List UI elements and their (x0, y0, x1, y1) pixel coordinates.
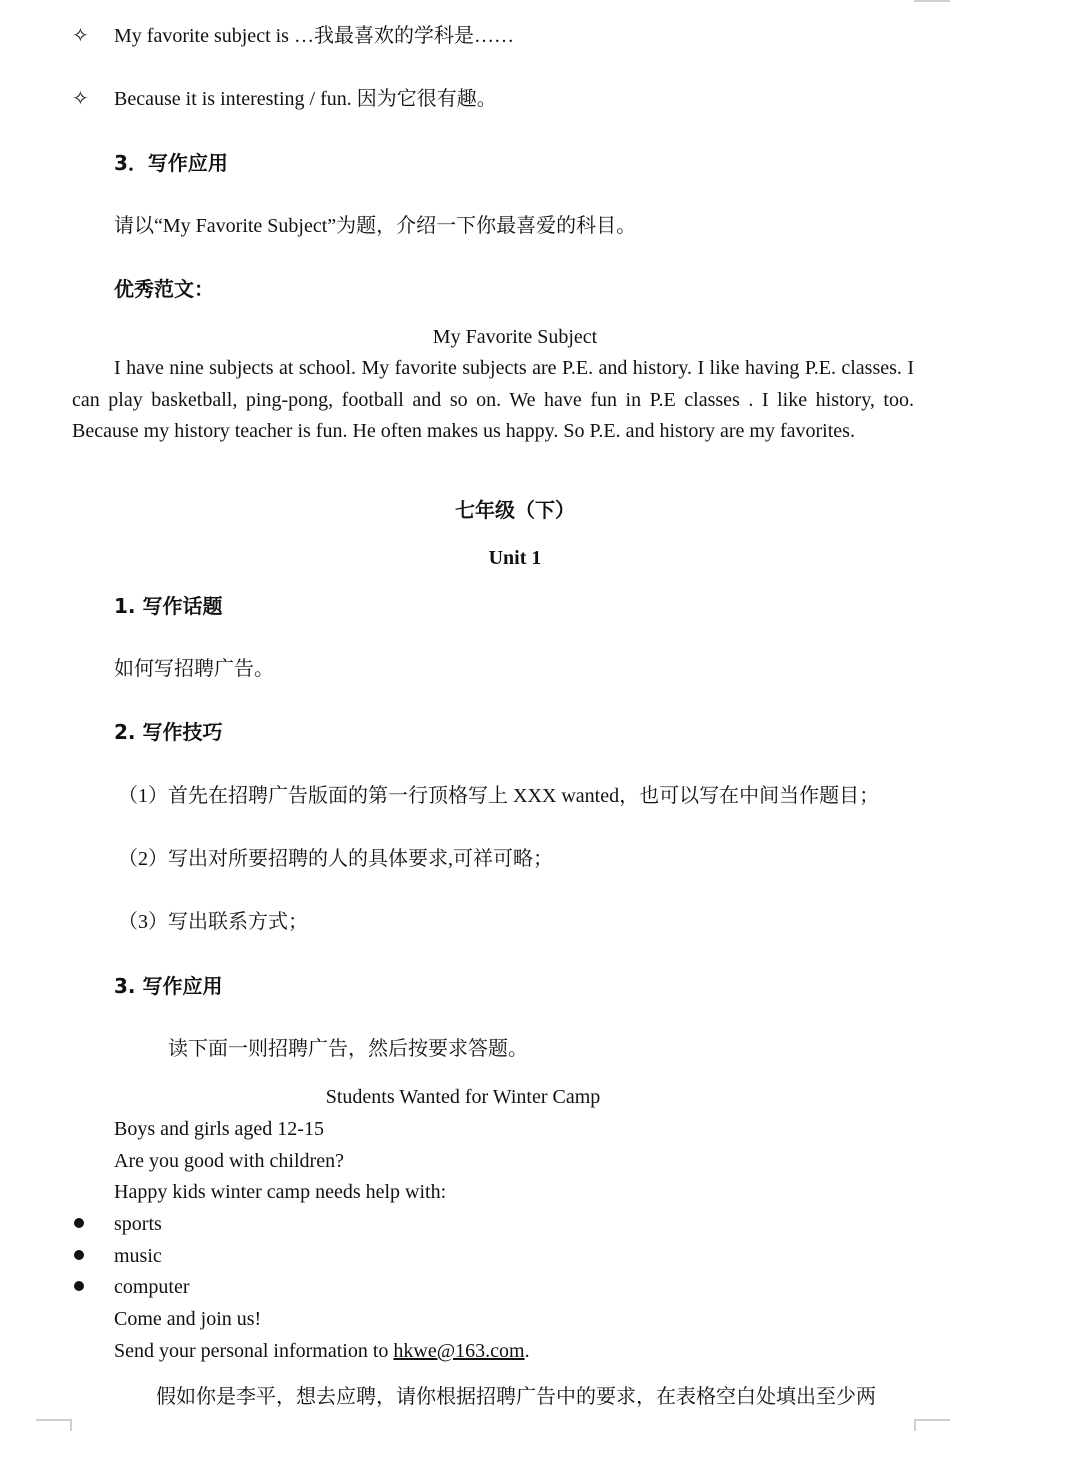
ad-send-prefix: Send your personal information to (114, 1340, 394, 1362)
essay-body-text: I have nine subjects at school. My favorite subjects are P.E. and history. I like having P.E. classes. I can play basketball, ping-pong, football and so on. We have fun in P.E classes . I like history, too. Because my history teacher is fun. He often makes us happy. So P.E. and history are my favorites. (72, 357, 914, 442)
section-title-application: 3. 写作应用 (114, 974, 223, 998)
essay-body (72, 353, 914, 448)
sparkle-bullet-icon: ✧ (72, 88, 89, 110)
section-title-topic: 1. 写作话题 (114, 594, 223, 618)
section-title-skills: 2. 写作技巧 (114, 720, 223, 744)
corner-mark-top-right (914, 0, 950, 2)
ad-send-suffix: . (524, 1340, 530, 1362)
section-title-writing-application: 3．写作应用 (114, 151, 228, 175)
final-instruction: 假如你是李平，想去应聘，请你根据招聘广告中的要求，在表格空白处填出至少两 (156, 1386, 876, 1408)
bullet-dot-icon (74, 1218, 84, 1228)
topic-text: 如何写招聘广告。 (114, 658, 274, 680)
ad-bullet-item: music (114, 1245, 162, 1267)
phrase-because-interesting: Because it is interesting / fun. 因为它很有趣。 (114, 88, 497, 110)
grade-heading: 七年级（下） (455, 498, 575, 522)
phrase-favorite-subject: My favorite subject is …我最喜欢的学科是…… (114, 25, 514, 47)
sparkle-bullet-icon: ✧ (72, 25, 89, 47)
skill-item: （2）写出对所要招聘的人的具体要求,可祥可略； (118, 848, 553, 870)
bullet-dot-icon (74, 1250, 84, 1260)
ad-closing: Come and join us! (114, 1308, 262, 1330)
ad-bullet-item: sports (114, 1213, 162, 1235)
ad-line: Are you good with children? (114, 1150, 344, 1172)
corner-mark-bottom-right-v (914, 1421, 916, 1431)
bullet-dot-icon (74, 1281, 84, 1291)
corner-mark-bottom-left-v (70, 1421, 72, 1431)
corner-mark-bottom-right-h (914, 1419, 950, 1421)
ad-bullet-item: computer (114, 1276, 190, 1298)
email-link[interactable]: hkwe@163.com (393, 1340, 525, 1362)
sample-essay-label: 优秀范文： (114, 277, 214, 301)
unit-heading: Unit 1 (488, 547, 542, 569)
ad-line: Happy kids winter camp needs help with: (114, 1181, 447, 1203)
ad-line: Boys and girls aged 12-15 (114, 1118, 324, 1140)
ad-title: Students Wanted for Winter Camp (325, 1086, 601, 1108)
skill-item: （3）写出联系方式； (118, 911, 308, 933)
corner-mark-bottom-left-h (36, 1419, 72, 1421)
skill-item: （1）首先在招聘广告版面的第一行顶格写上 XXX wanted，也可以写在中间当作题目； (118, 785, 880, 807)
ad-send-line (114, 1339, 530, 1363)
essay-title: My Favorite Subject (432, 326, 598, 348)
application-instruction: 读下面一则招聘广告，然后按要求答题。 (168, 1038, 528, 1060)
writing-prompt: 请以“My Favorite Subject”为题，介绍一下你最喜爱的科目。 (114, 215, 637, 237)
